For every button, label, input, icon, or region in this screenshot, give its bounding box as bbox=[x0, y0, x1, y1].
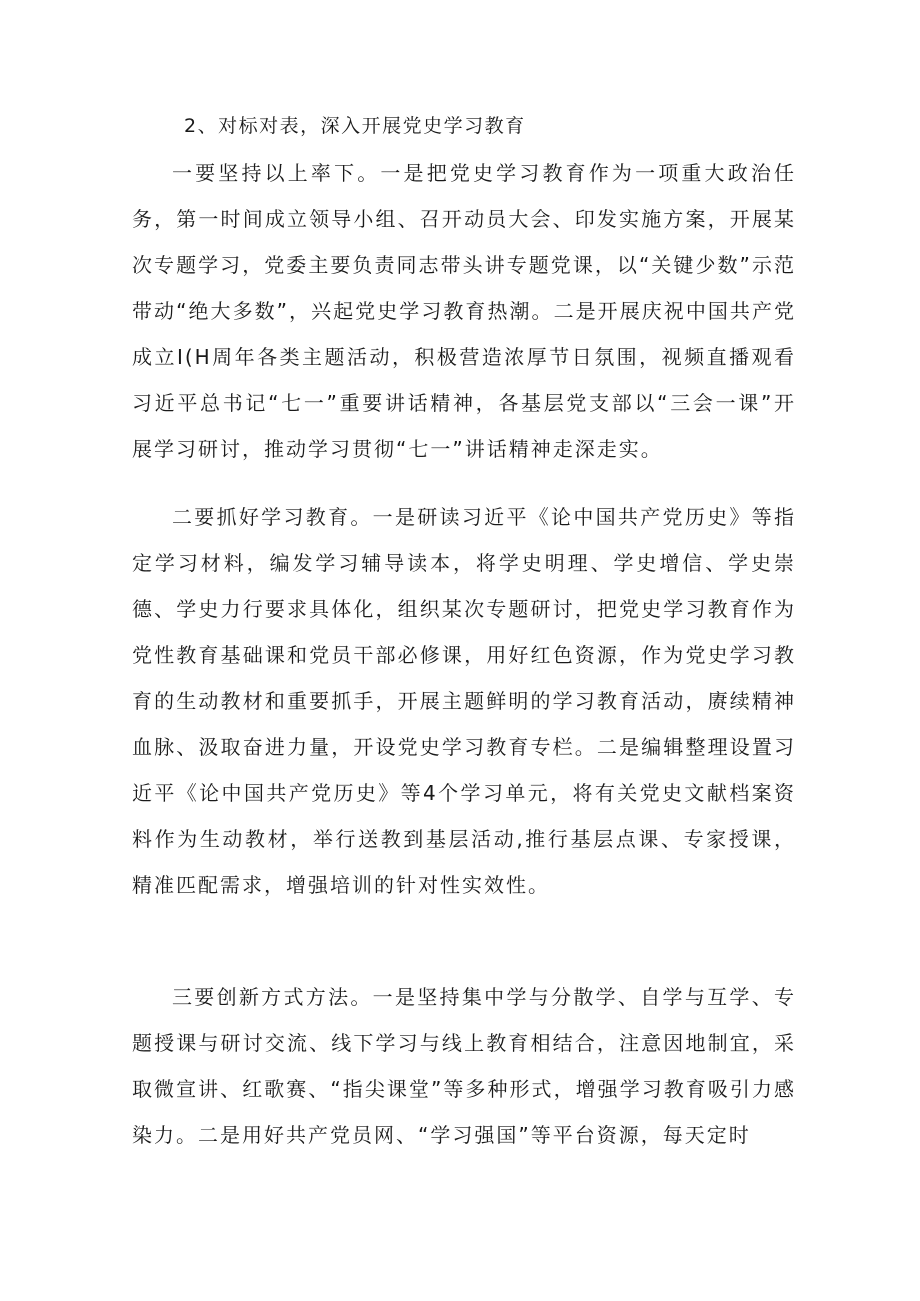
section-heading: 2、对标对表，深入开展党史学习教育 bbox=[184, 115, 526, 137]
paragraph-lead-by-example: 一要坚持以上率下。一是把党史学习教育作为一项重大政治任务，第一时间成立领导小组、召开动员大会、印发实施方案，开展某次专题学习，党委主要负责同志带头讲专题党课，以“关键少数”示范带动“绝大多数”，兴起党史学习教育热潮。二是开展庆祝中国共产党成立I(H周年各类主题活动，积极营造浓厚节日氛围，视频直播观看习近平总书记“七一”重要讲话精神，各基层党支部以“三会一课”开展学习研讨，推动学习贯彻“七一”讲话精神走深走实。 bbox=[132, 161, 796, 461]
paragraph-study-education: 二要抓好学习教育。一是研读习近平《论中国共产党历史》等指定学习材料，编发学习辅导读本，将学史明理、学史增信、学史崇德、学史力行要求具体化，组织某次专题研讨，把党史学习教育作为党性教育基础课和党员干部必修课，用好红色资源，作为党史学习教育的生动教材和重要抓手，开展主题鲜明的学习教育活动，赓续精神血脉、汲取奋进力量，开设党史学习教育专栏。二是编辑整理设置习近平《论中国共产党历史》等4个学习单元，将有关党史文献档案资料作为生动教材，举行送教到基层活动,推行基层点课、专家授课，精准匹配需求，增强培训的针对性实效性。 bbox=[132, 505, 796, 897]
paragraph-innovate-methods: 三要创新方式方法。一是坚持集中学与分散学、自学与互学、专题授课与研讨交流、线下学习与线上教育相结合，注意因地制宜，采取微宣讲、红歌赛、“指尖课堂”等多种形式，增强学习教育吸引力感染力。二是用好共产党员网、“学习强国”等平台资源，每天定时 bbox=[132, 985, 796, 1147]
